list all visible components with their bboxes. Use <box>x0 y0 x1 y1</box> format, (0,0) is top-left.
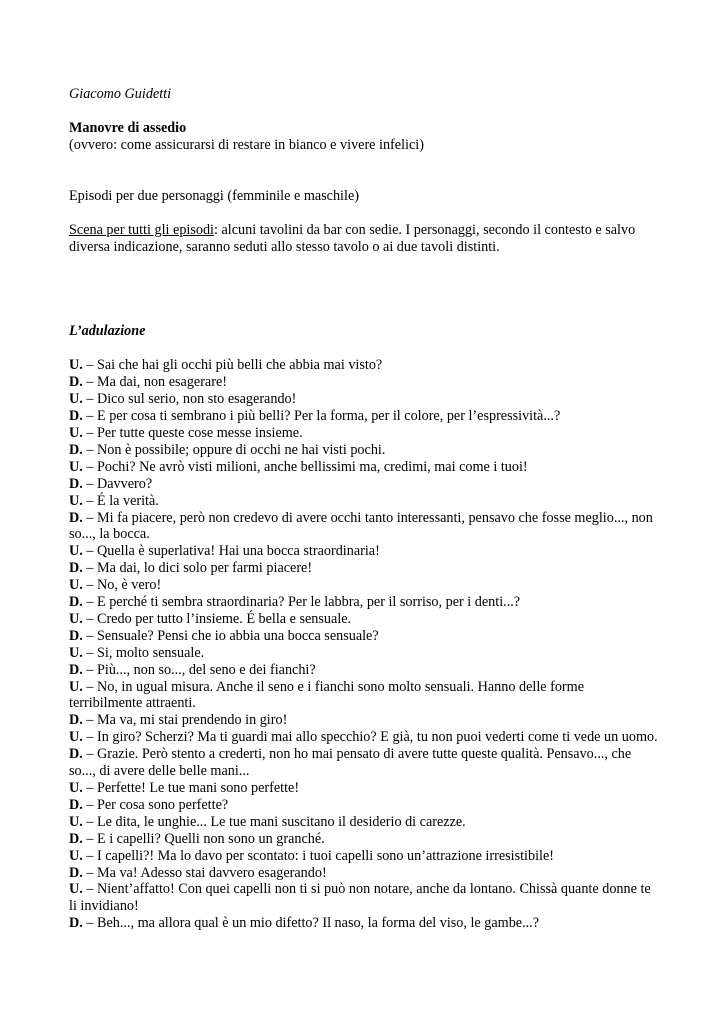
author-name: Giacomo Guidetti <box>69 86 172 102</box>
dialogue-speaker: U. <box>69 881 83 898</box>
dialogue-line <box>69 797 659 814</box>
dialogue-text: – In giro? Scherzi? Ma ti guardi mai allo specchio? E già, tu non puoi vederti come ti vede un uomo. <box>82 729 658 746</box>
dialogue-text: – Dico sul serio, non sto esagerando! <box>82 391 297 408</box>
dialogue-speaker: U. <box>69 357 83 374</box>
dialogue-speaker: U. <box>69 424 83 441</box>
dialogue-line <box>69 729 659 746</box>
dialogue-line <box>69 662 659 679</box>
scene-description <box>69 222 659 256</box>
dialogue-speaker: D. <box>69 796 83 813</box>
dialogue-speaker: U. <box>69 391 83 408</box>
dialogue-text: – Più..., non so..., del seno e dei fianchi? <box>82 661 316 678</box>
dialogue-line <box>69 645 659 662</box>
dialogue-line <box>69 374 659 391</box>
dialogue-text: – Davvero? <box>82 475 153 492</box>
dialogue-speaker: U. <box>69 577 83 594</box>
dialogue-text: – Beh..., ma allora qual è un mio difetto? Il naso, la forma del viso, le gambe...? <box>82 915 540 932</box>
dialogue-text: – Pochi? Ne avrò visti milioni, anche bellissimi ma, credimi, mai come i tuoi! <box>82 458 528 475</box>
dialogue-speaker: U. <box>69 813 83 830</box>
dialogue-line <box>69 814 659 831</box>
dialogue-text: – Nient’affatto! Con quei capelli non ti si può non notare, anche da lontano. Chissà quante donne te li invidiano! <box>69 881 651 915</box>
dialogue-line <box>69 476 659 493</box>
episodes-description: Episodi per due personaggi (femminile e maschile) <box>69 187 359 204</box>
scene-text: : alcuni tavolini da bar con sedie. I personaggi, secondo il contesto e salvo diversa indicazione, saranno seduti allo stesso tavolo o ai due tavoli distinti. <box>69 221 636 255</box>
dialogue-text: – Mi fa piacere, però non credevo di avere occhi tanto interessanti, pensavo che fosse meglio..., non so..., la bocca. <box>69 509 653 543</box>
dialogue-speaker: U. <box>69 644 83 661</box>
dialogue-line <box>69 543 659 560</box>
dialogue-speaker: U. <box>69 610 83 627</box>
dialogue-line <box>69 560 659 577</box>
dialogue-line <box>69 881 659 915</box>
dialogue-line <box>69 712 659 729</box>
dialogue-text: – Ma dai, lo dici solo per farmi piacere! <box>82 560 313 577</box>
dialogue-line <box>69 865 659 882</box>
dialogue-line <box>69 780 659 797</box>
dialogue-line <box>69 510 659 544</box>
dialogue-line <box>69 357 659 374</box>
dialogue-speaker: D. <box>69 594 83 611</box>
dialogue-speaker: U. <box>69 780 83 796</box>
document-page <box>69 86 659 932</box>
dialogue-line <box>69 848 659 865</box>
dialogue-speaker: D. <box>69 627 83 644</box>
dialogue-line <box>69 611 659 628</box>
dialogue-line <box>69 408 659 425</box>
dialogue-text: – Sai che hai gli occhi più belli che abbia mai visto? <box>82 357 383 374</box>
dialogue-speaker: D. <box>69 864 83 881</box>
dialogue-text: – Si, molto sensuale. <box>82 644 205 661</box>
dialogue-speaker: U. <box>69 729 83 746</box>
dialogue-text: – E perché ti sembra straordinaria? Per le labbra, per il sorriso, per i denti...? <box>82 594 521 611</box>
dialogue-speaker: D. <box>69 509 83 526</box>
dialogue-speaker: D. <box>69 915 83 932</box>
dialogue-text: – Ma dai, non esagerare! <box>82 374 227 391</box>
dialogue-speaker: U. <box>69 678 83 695</box>
dialogue-line <box>69 831 659 848</box>
dialogue-text: – Per tutte queste cose messe insieme. <box>82 424 303 441</box>
dialogue-text: – Grazie. Però stento a crederti, non ho mai pensato di avere tutte queste qualità. Pensavo..., che so..., di avere delle belle mani... <box>69 746 632 780</box>
dialogue-text: – Le dita, le unghie... Le tue mani suscitano il desiderio di carezze. <box>82 813 466 830</box>
dialogue-text: – Non è possibile; oppure di occhi ne hai visti pochi. <box>82 441 386 458</box>
dialogue-speaker: D. <box>69 712 83 729</box>
dialogue-speaker: D. <box>69 408 83 425</box>
title-block <box>69 120 659 154</box>
dialogue-speaker: D. <box>69 475 83 492</box>
dialogue-speaker: D. <box>69 374 83 391</box>
dialogue-line <box>69 459 659 476</box>
dialogue-text: – I capelli?! Ma lo davo per scontato: i tuoi capelli sono un’attrazione irresistibile! <box>82 847 554 864</box>
dialogue <box>69 357 659 932</box>
dialogue-text: – É la verità. <box>82 492 159 509</box>
dialogue-line <box>69 425 659 442</box>
dialogue-text: – No, è vero! <box>82 577 162 594</box>
dialogue-speaker: U. <box>69 492 83 509</box>
dialogue-line <box>69 391 659 408</box>
dialogue-speaker: D. <box>69 560 83 577</box>
dialogue-line <box>69 915 659 932</box>
dialogue-line <box>69 628 659 645</box>
dialogue-text: – E i capelli? Quelli non sono un granché. <box>82 830 325 847</box>
dialogue-speaker: U. <box>69 458 83 475</box>
dialogue-text: – Perfette! Le tue mani sono perfette! <box>82 780 300 796</box>
dialogue-text: – Per cosa sono perfette? <box>82 796 229 813</box>
dialogue-speaker: D. <box>69 441 83 458</box>
document-subtitle: (ovvero: come assicurarsi di restare in bianco e vivere infelici) <box>69 136 424 153</box>
dialogue-speaker: D. <box>69 746 83 763</box>
dialogue-text: – Sensuale? Pensi che io abbia una bocca sensuale? <box>82 627 379 644</box>
dialogue-line <box>69 679 659 713</box>
section-title: L’adulazione <box>69 323 146 340</box>
dialogue-text: – No, in ugual misura. Anche il seno e i fianchi sono molto sensuali. Hanno delle forme terribilmente attraenti. <box>69 678 584 712</box>
dialogue-text: – Quella è superlativa! Hai una bocca straordinaria! <box>82 543 380 560</box>
dialogue-text: – Ma va! Adesso stai davvero esagerando! <box>82 864 327 881</box>
scene-lead: Scena per tutti gli episodi <box>69 221 214 238</box>
dialogue-speaker: U. <box>69 543 83 560</box>
dialogue-line <box>69 577 659 594</box>
dialogue-line <box>69 493 659 510</box>
dialogue-line <box>69 442 659 459</box>
dialogue-line <box>69 594 659 611</box>
dialogue-text: – Credo per tutto l’insieme. É bella e sensuale. <box>82 610 352 627</box>
document-title: Manovre di assedio <box>69 119 187 136</box>
dialogue-speaker: D. <box>69 830 83 847</box>
dialogue-text: – E per cosa ti sembrano i più belli? Per la forma, per il colore, per l’espressività...? <box>82 408 561 425</box>
dialogue-text: – Ma va, mi stai prendendo in giro! <box>82 712 288 729</box>
dialogue-speaker: D. <box>69 661 83 678</box>
dialogue-line <box>69 746 659 780</box>
dialogue-speaker: U. <box>69 847 83 864</box>
